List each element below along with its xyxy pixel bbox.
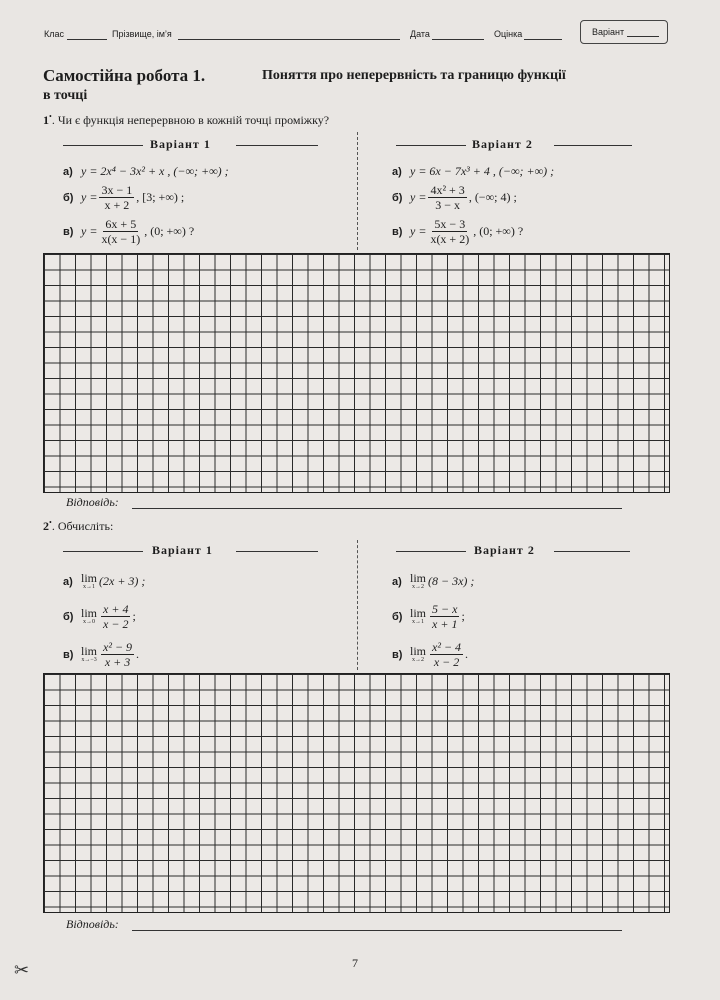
task1-v1-item-b: б) y = $\frac{3x - 1}{x + 2}$ , [3; +∞) ; xyxy=(63,183,185,212)
task1-v1-item-a: а) y = 2x⁴ − 3x² + x , (−∞; +∞) ; xyxy=(63,164,229,178)
task2-work-grid[interactable] xyxy=(43,673,670,913)
task1-variant1-title: Варіант 1 xyxy=(150,137,211,151)
topic-title-line2: в точці xyxy=(43,88,88,103)
task2-v2-item-c: в) lim x→2 $\frac{\text{x² − 4}}{x - 2}$ . xyxy=(392,640,469,669)
class-field[interactable] xyxy=(67,39,107,40)
task1-question xyxy=(43,112,329,128)
grade-field[interactable] xyxy=(524,39,562,40)
scissors-icon: ✂ xyxy=(14,960,30,980)
divider xyxy=(554,551,630,552)
task2-number: 2 xyxy=(43,519,49,533)
task2-mark: • xyxy=(49,518,52,527)
task2-question xyxy=(43,518,113,534)
task1-number: 1 xyxy=(43,113,49,127)
task1-v2-item-a: а) y = 6x − 7x³ + 4 , (−∞; +∞) ; xyxy=(392,164,555,178)
task2-v2-item-b: б) lim x→1 $\frac{5 - x}{x + 1}$ ; xyxy=(392,602,465,631)
task2-v1-item-c: в) lim x→−3 $\frac{\text{x² − 9}}{x + 3}$ . xyxy=(63,640,140,669)
column-divider xyxy=(357,540,358,670)
divider xyxy=(236,145,318,146)
grade-label: Оцінка xyxy=(494,29,523,39)
task1-variant2-title: Варіант 2 xyxy=(472,137,533,151)
task1-v2-item-c: в) y = $\frac{5x - 3}{x(x + 2)}$ , (0; +∞) ? xyxy=(392,217,524,246)
task2-answer-field[interactable] xyxy=(132,930,622,931)
surname-field[interactable] xyxy=(178,39,400,40)
variant-box[interactable] xyxy=(580,20,668,44)
date-field[interactable] xyxy=(432,39,484,40)
topic-title-line1: Поняття про неперервність та границю функції xyxy=(262,68,566,83)
surname-label: Прізвище, ім’я xyxy=(112,29,172,39)
task1-v2-item-b: б) y = $\frac{\text{4x² + 3}}{3 - x}$ , (−∞; 4) ; xyxy=(392,183,517,212)
task1-text: . Чи є функція неперервною в кожній точці проміжку? xyxy=(51,113,330,127)
task2-variant2-title: Варіант 2 xyxy=(474,543,535,557)
page-title: Самостійна робота 1. xyxy=(43,66,206,85)
task2-v1-item-a: а) lim x→1 (2x + 3) ; xyxy=(63,571,146,590)
variant-label: Варіант xyxy=(592,27,625,37)
divider xyxy=(236,551,318,552)
task2-variant1-title: Варіант 1 xyxy=(152,543,213,557)
page-number: 7 xyxy=(352,956,358,970)
variant-field[interactable] xyxy=(627,36,659,37)
task1-work-grid[interactable] xyxy=(43,253,670,493)
task1-answer-label: Відповідь: xyxy=(66,495,119,509)
divider xyxy=(63,551,143,552)
class-label: Клас xyxy=(44,29,64,39)
divider xyxy=(63,145,143,146)
task2-answer-label: Відповідь: xyxy=(66,917,119,931)
divider xyxy=(396,551,466,552)
task1-v1-item-c: в) y = $\frac{6x + 5}{x(x - 1)}$ , (0; +∞) ? xyxy=(63,217,195,246)
divider xyxy=(554,145,632,146)
task1-mark: • xyxy=(49,112,52,121)
task2-text: . Обчисліть: xyxy=(51,519,114,533)
column-divider xyxy=(357,132,358,250)
divider xyxy=(396,145,466,146)
task2-v2-item-a: а) lim x→2 (8 − 3x) ; xyxy=(392,571,475,590)
task1-answer-field[interactable] xyxy=(132,508,622,509)
date-label: Дата xyxy=(410,29,430,39)
task2-v1-item-b: б) lim x→0 $\frac{x + 4}{x - 2}$ ; xyxy=(63,602,136,631)
